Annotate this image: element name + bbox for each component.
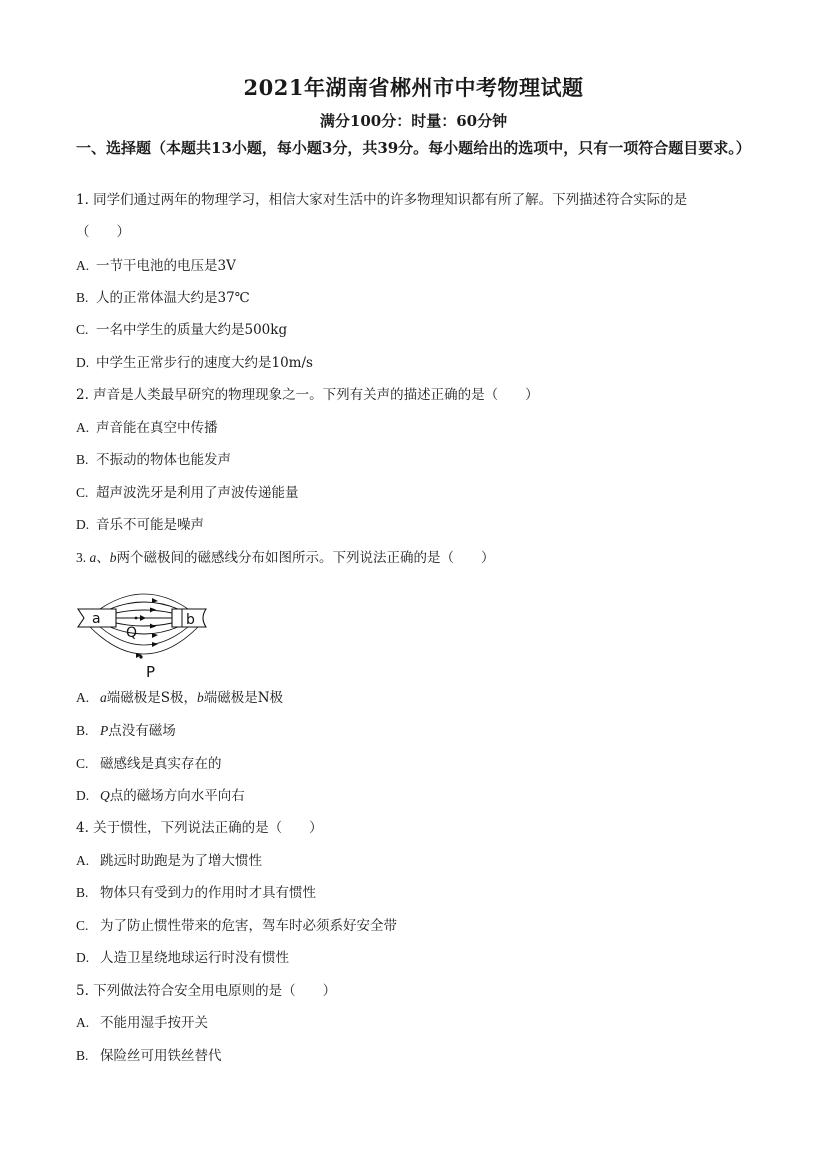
option-letter: B.	[76, 1048, 89, 1063]
arrow-head	[152, 598, 158, 603]
option-letter: A.	[76, 690, 90, 705]
option-text: 不振动的物体也能发声	[96, 452, 231, 468]
option-text: 物体只有受到力的作用时才具有惯性	[100, 885, 316, 901]
option-text: 人造卫星绕地球运行时没有惯性	[100, 950, 289, 966]
question-3-stem	[76, 549, 495, 567]
arrow-head	[140, 615, 146, 621]
question-2-option-c	[76, 484, 299, 502]
field-line-upper-2	[110, 602, 178, 609]
option-letter: A.	[76, 853, 90, 868]
question-1-option-a	[76, 257, 236, 275]
question-3-option-d	[76, 787, 245, 805]
option-letter: D.	[76, 950, 90, 965]
option-letter: A.	[76, 258, 90, 273]
question-number: 3.	[76, 550, 90, 565]
option-letter: C.	[76, 756, 89, 771]
option-text: 音乐不可能是噪声	[96, 517, 204, 533]
option-letter: D.	[76, 788, 90, 803]
field-line-upper-1	[116, 610, 172, 613]
label-b: b	[186, 612, 195, 628]
option-text: 磁感线是真实存在的	[100, 756, 222, 772]
question-2-option-a	[76, 419, 218, 437]
option-letter: A.	[76, 420, 90, 435]
option-letter: B.	[76, 452, 89, 467]
option-text: 超声波洗牙是利用了声波传递能量	[96, 485, 299, 501]
question-4-option-d	[76, 949, 289, 967]
question-4-option-c	[76, 917, 397, 935]
question-3-option-c	[76, 755, 222, 773]
option-text: 端磁极是N极	[203, 690, 284, 706]
question-2-option-b	[76, 451, 231, 469]
point-q-dot	[135, 617, 138, 620]
question-3-option-b	[76, 722, 176, 740]
field-line-lower-4	[90, 627, 198, 654]
arrow-head	[152, 642, 158, 647]
page-title: 2021年湖南省郴州市中考物理试题	[243, 75, 584, 100]
question-1-option-d	[76, 354, 313, 372]
separator: 、	[96, 550, 110, 566]
option-letter: D.	[76, 517, 90, 532]
field-line-lower-3	[100, 627, 188, 645]
point-p-dot	[139, 655, 142, 658]
question-1-option-b	[76, 289, 250, 307]
question-1-stem: 1. 同学们通过两年的物理学习，相信大家对生活中的许多物理知识都有所了解。下列描述符合实际的是	[76, 192, 688, 208]
pole-a-var: a	[89, 550, 97, 565]
question-5-stem: 5. 下列做法符合安全用电原则的是（ ）	[76, 983, 337, 999]
question-4-option-b	[76, 884, 316, 902]
arrow-head	[150, 624, 156, 629]
option-text: 点没有磁场	[108, 723, 176, 739]
label-p: P	[146, 663, 156, 681]
option-var: Q	[100, 788, 110, 803]
option-text: 保险丝可用铁丝替代	[100, 1048, 222, 1064]
option-text: 人的正常体温大约是37℃	[96, 290, 250, 306]
option-var: P	[100, 723, 109, 738]
option-text: 一名中学生的质量大约是500kg	[96, 322, 288, 338]
arrow-head	[150, 608, 156, 613]
question-2-option-d	[76, 516, 204, 534]
option-letter: B.	[76, 723, 89, 738]
question-4-option-a	[76, 852, 262, 870]
option-text: 一节干电池的电压是3V	[96, 258, 236, 274]
question-5-option-a	[76, 1014, 208, 1032]
magnetic-field-figure	[76, 593, 216, 683]
field-line-lower-1	[116, 623, 172, 626]
option-text: 为了防止惯性带来的危害，驾车时必须系好安全带	[100, 918, 397, 934]
pole-b-var: b	[109, 550, 117, 565]
option-text: 中学生正常步行的速度大约是10m/s	[96, 355, 313, 371]
arrow-head	[152, 633, 158, 638]
option-letter: C.	[76, 322, 89, 337]
option-text: 不能用湿手按开关	[100, 1015, 208, 1031]
section-heading: 一、选择题（本题共13小题，每小题3分，共39分。每小题给出的选项中，只有一项符合题目要求。）	[76, 139, 751, 157]
option-text: 点的磁场方向水平向右	[109, 788, 245, 804]
option-letter: B.	[76, 290, 89, 305]
exam-info: 满分100分：时量：60分钟	[319, 112, 508, 130]
option-letter: B.	[76, 885, 89, 900]
option-text: 声音能在真空中传播	[96, 420, 218, 436]
option-letter: D.	[76, 355, 90, 370]
question-2-stem: 2. 声音是人类最早研究的物理现象之一。下列有关声的描述正确的是（ ）	[76, 387, 539, 403]
question-4-stem: 4. 关于惯性，下列说法正确的是（ ）	[76, 820, 323, 836]
option-var: a	[100, 690, 107, 705]
option-letter: C.	[76, 485, 89, 500]
question-5-option-b	[76, 1047, 222, 1065]
stem-rest: 两个磁极间的磁感线分布如图所示。下列说法正确的是（ ）	[116, 550, 495, 566]
label-a: a	[92, 611, 101, 627]
label-q: Q	[126, 625, 138, 641]
field-line-upper-3	[100, 594, 188, 609]
option-letter: C.	[76, 918, 89, 933]
field-line-lower-2	[110, 627, 178, 634]
question-3-option-a	[76, 689, 283, 707]
option-letter: A.	[76, 1015, 90, 1030]
option-text: 跳远时助跑是为了增大惯性	[100, 853, 262, 869]
question-1-option-c	[76, 321, 287, 339]
option-var: b	[197, 690, 204, 705]
question-1-bracket: （ ）	[76, 224, 130, 240]
option-text: 端磁极是S极，	[106, 690, 197, 706]
